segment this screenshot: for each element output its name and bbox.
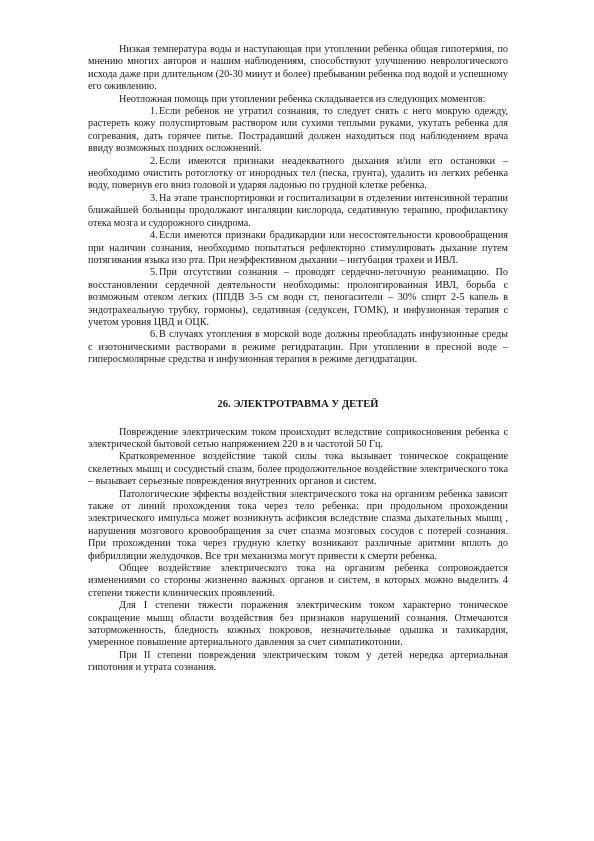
list-item-number: 6. bbox=[150, 329, 158, 341]
list-item-text: Если ребенок не утратил сознания, то следует снять с него мокрую одежду, растереть кожу полуспиртовым раствором или сухими теплыми руками, укутать ребенка для согревания, дать горячее питье. Пострадавший должен находиться под наблюдением врача ввиду возможных поздних осложнений. bbox=[88, 106, 508, 155]
paragraph-general-effects: Общее воздействие электрического тока на организм ребенка сопровождается изменениями со стороны жизненно важных органов и систем, в которых можно выделить 4 степени тяжести клинических проявлений. bbox=[88, 563, 508, 599]
list-item-number: 1. bbox=[150, 106, 158, 118]
list-item-text: На этапе транспортировки и госпитализации в отделении интенсивной терапии ближайшей больницы продолжают ингаляции кислорода, седативную терапию, профилактику отека мозга и судорожного синдрома. bbox=[88, 192, 508, 229]
list-item-number: 2. bbox=[150, 155, 158, 167]
list-item-number: 4. bbox=[150, 230, 158, 242]
paragraph-degree-two: При II степени повреждения электрическим током у детей нередка артериальная гипотония и утрата сознания. bbox=[88, 649, 508, 674]
document-body bbox=[88, 44, 508, 675]
list-item bbox=[88, 329, 508, 366]
list-item bbox=[88, 230, 508, 267]
list-item-text: Если имеются признаки неадекватного дыхания и/или его остановки – необходимо очистить ротоглотку от инородных тел (песка, грунта), удалить из легких ребенка воду, повернув его вниз головой и ударяя ладонью по грудной клетке ребенка. bbox=[88, 155, 508, 192]
paragraph-hypothermia: Низкая температура воды и наступающая при утоплении ребенка общая гипотермия, по мнению многих авторов и нашим наблюдениям, способствуют улучшению неврологического исхода даже при длительном (20-30 минут и более) пребывании ребенка под водой и успешному его оживлению. bbox=[88, 44, 508, 93]
list-item bbox=[88, 267, 508, 329]
list-item bbox=[88, 106, 508, 156]
section-spacer bbox=[88, 367, 508, 398]
list-item-number: 3. bbox=[150, 192, 158, 204]
section-heading: 26. ЭЛЕКТРОТРАВМА У ДЕТЕЙ bbox=[217, 398, 379, 410]
paragraph-emergency-lead: Неотложная помощь при утоплении ребенка складывается из следующих моментов: bbox=[119, 93, 486, 105]
paragraph-pathology-effects: Патологические эффекты воздействия электрического тока на организм ребенка зависят также от линий прохождения тока через тело ребенка: при продольном прохождении электрического импульса может возникнуть асфиксия вследствие спазма дыхательных мышц , нарушения мозгового кровообращения за счет спазма мозговых сосудов с потерей сознания. При прохождении тока через грудную клетку возникают различные аритмии вплоть до фибрилляции желудочков. Все три механизма могут привести к смерти ребенка. bbox=[88, 488, 508, 562]
list-item bbox=[88, 193, 508, 230]
paragraph-short-exposure: Кратковременное воздействие такой силы тока вызывает тоническое сокращение скелетных мышц и сосудистый спазм, более продолжительное воздействие электрического тока – вызывает серьезные повреждения внутренних органов и систем. bbox=[88, 451, 508, 488]
section-spacer bbox=[88, 411, 508, 427]
list-item-number: 5. bbox=[150, 267, 158, 279]
list-item-text: Если имеются признаки брадикардии или несостоятельности кровообращения при наличии сознания, необходимо попытаться рефлекторно стимулировать дыхание путем потягивания языка изо рта. При неэффективном дыхании – интубация трахеи и ИВЛ. bbox=[88, 230, 508, 266]
paragraph-electrotrauma-intro: Повреждение электрическим током происходит вследствие соприкосновения ребенка с электрической бытовой сетью напряжением 220 в и частотой 50 Гц. bbox=[88, 426, 508, 450]
paragraph-degree-one: Для I степени тяжести поражения электрическим током характерно тоническое сокращение мышц области воздействия без признаков нарушений сознания. Отмечаются заторможенность, бледность кожных покровов, незначительные одышка и тахикардия, умеренное повышение артериального давления за счет симпатикотонии. bbox=[88, 600, 508, 649]
list-item bbox=[88, 156, 508, 193]
list-item-text: В случаях утопления в морской воде должны преобладать инфузионные среды с изотоническими растворами в режиме регидратации. При утоплении в пресной воде – гиперосмолярные средства и инфузионная терапия в режиме дегидратации. bbox=[88, 329, 508, 366]
list-item-text: При отсутствии сознания – проводят сердечно-легочную реанимацию. По восстановлении сердечной деятельности необходимы: пролонгированная ИВЛ, борьба с возможным отеком легких (ППДВ 3-5 см водн ст, пеногасители – 30% спирт 2-5 капель в эндотрахеальную трубку, гормоны), седативная (седуксен, ГОМК), и инфузионная терапия с учетом уровня ЦВД и ОЦК. bbox=[88, 267, 508, 328]
